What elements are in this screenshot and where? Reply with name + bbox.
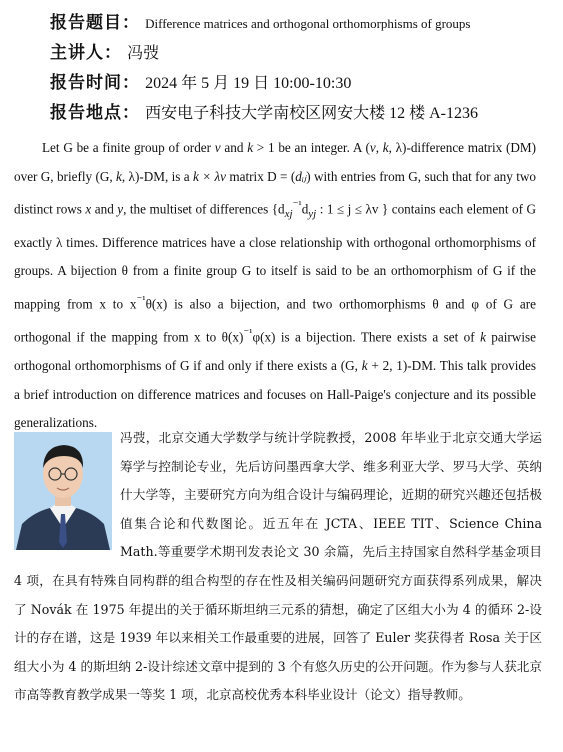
- title-value: Difference matrices and orthogonal orthomorphisms of groups: [145, 16, 471, 31]
- time-value: 2024 年 5 月 19 日 10:00-10:30: [145, 75, 352, 92]
- time-label: 报告时间：: [50, 73, 140, 93]
- title-line: [50, 8, 471, 33]
- speaker-value: 冯弢: [127, 43, 160, 62]
- photo-spacer: [14, 424, 120, 552]
- place-label: 报告地点：: [50, 103, 140, 123]
- speaker-label: 主讲人：: [50, 43, 122, 63]
- abstract-paragraph: Let G be a finite group of order v and k > 1 be an integer. A (v, k, λ)-difference matrix (DM) over G, briefly (G, k, λ)-DM, is a k × λv matrix D = (dᵢⱼ) with entries from G, such that for any two distinct rows x and y, the multiset of differences {$d_{xj}^{^{-1}}d_{yj}$ : 1 ≤ j ≤ λv } contains each element of G exactly λ times. Difference matrices have a close relationship with orthogonal orthomorphisms of groups. A bijection θ from a finite group G to itself is said to be an orthomorphism of G if the mapping from x to $x^{^{-1}}\theta(x)$ is also a bijection, and two orthomorphisms θ and φ of G are orthogonal if the mapping from x to $\theta(x)^{^{-1}}\varphi(x)$ is a bijection. There exists a set of k pairwise orthogonal orthomorphisms of G if and only if there exists a (G, k + 2, 1)-DM. This talk provides a brief introduction on difference matrices and focuses on Hall-Paige's conjecture and its possible generalizations.: [14, 140, 537, 431]
- title-label: 报告题目：: [50, 13, 140, 33]
- speaker-line: [50, 38, 159, 63]
- speaker-biography: [14, 424, 542, 710]
- biography-text: 冯弢，北京交通大学数学与统计学院教授，2008 年毕业于北京交通大学运筹学与控制论专业，先后访问墨西拿大学、维多利亚大学、罗马大学、英纳什大学等，主要研究方向为组合设计与编码理论，近期的研究兴趣还包括极值集合论和代数图论。近五年在 JCTA、IEEE TIT、Science China Math.等重要学术期刊发表论文 30 余篇，先后主持国家自然科学基金项目 4 项，在具有特殊自同构群的组合构型的存在性及相关编码问题研究方面获得系列成果，解决了 Novák 在 1975 年提出的关于循环斯坦纳三元系的猜想，确定了区组大小为 4 的循环 2-设计的存在谱，这是 1939 年以来相关工作最重要的进展，回答了 Euler 奖获得者 Rosa 关于区组大小为 4 的斯坦纳 2-设计综述文章中提到的 3 个有悠久历史的公开问题。作为参与人获北京市高等教育教学成果一等奖 1 项，北京高校优秀本科毕业设计（论文）指导教师。: [14, 430, 542, 703]
- time-line: [50, 68, 351, 93]
- place-value: 西安电子科技大学南校区网安大楼 12 楼 A-1236: [145, 105, 478, 122]
- place-line: [50, 98, 478, 123]
